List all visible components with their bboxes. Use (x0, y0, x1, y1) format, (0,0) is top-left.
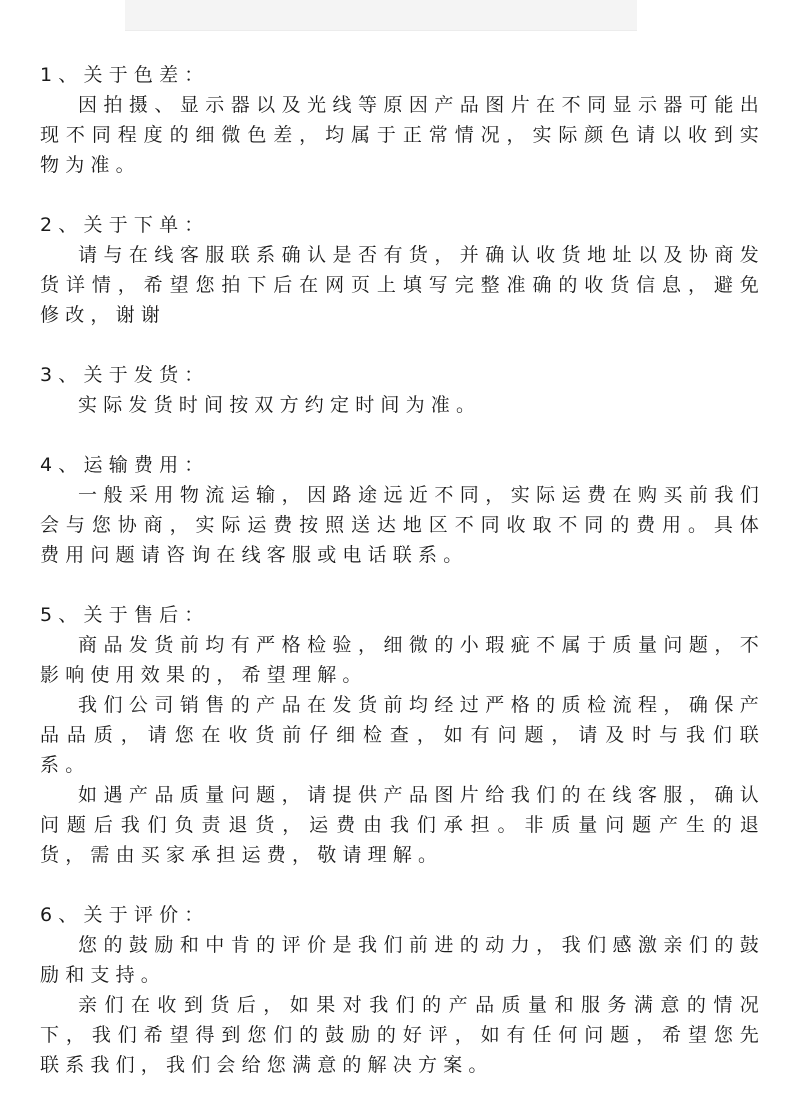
section-title: 3、关于发货： (40, 364, 210, 386)
section-shipping (40, 360, 765, 420)
section-paragraph: 因拍摄、显示器以及光线等原因产品图片在不同显示器可能出现不同程度的细微色差，均属于正常情况，实际颜色请以收到实物为准。 (40, 94, 765, 176)
notice-content (40, 60, 765, 1110)
section-color-difference (40, 60, 765, 180)
section-ordering (40, 210, 765, 330)
section-title: 4、运输费用： (40, 454, 210, 476)
section-title: 6、关于评价： (40, 904, 210, 926)
section-paragraph: 一般采用物流运输，因路途远近不同，实际运费在购买前我们会与您协商，实际运费按照送达地区不同收取不同的费用。具体费用问题请咨询在线客服或电话联系。 (40, 484, 765, 566)
section-reviews (40, 900, 765, 1080)
section-paragraph: 我们公司销售的产品在发货前均经过严格的质检流程，确保产品品质，请您在收货前仔细检查，如有问题，请及时与我们联系。 (40, 694, 765, 776)
section-title: 1、关于色差： (40, 64, 210, 86)
section-paragraph: 商品发货前均有严格检验，细微的小瑕疵不属于质量问题，不影响使用效果的，希望理解。 (40, 634, 765, 686)
section-paragraph: 如遇产品质量问题，请提供产品图片给我们的在线客服，确认问题后我们负责退货，运费由我们承担。非质量问题产生的退货，需由买家承担运费，敬请理解。 (40, 784, 765, 866)
top-banner-image (125, 0, 637, 31)
section-paragraph: 实际发货时间按双方约定时间为准。 (78, 394, 482, 416)
section-after-sales (40, 600, 765, 870)
section-title: 5、关于售后： (40, 604, 210, 626)
section-title: 2、关于下单： (40, 214, 210, 236)
section-paragraph: 亲们在收到货后，如果对我们的产品质量和服务满意的情况下，我们希望得到您们的鼓励的好评，如有任何问题，希望您先联系我们，我们会给您满意的解决方案。 (40, 994, 765, 1076)
section-paragraph: 请与在线客服联系确认是否有货，并确认收货地址以及协商发货详情，希望您拍下后在网页上填写完整准确的收货信息，避免修改，谢谢 (40, 244, 765, 326)
section-freight-cost (40, 450, 765, 570)
section-paragraph: 您的鼓励和中肯的评价是我们前进的动力，我们感激亲们的鼓励和支持。 (40, 934, 765, 986)
